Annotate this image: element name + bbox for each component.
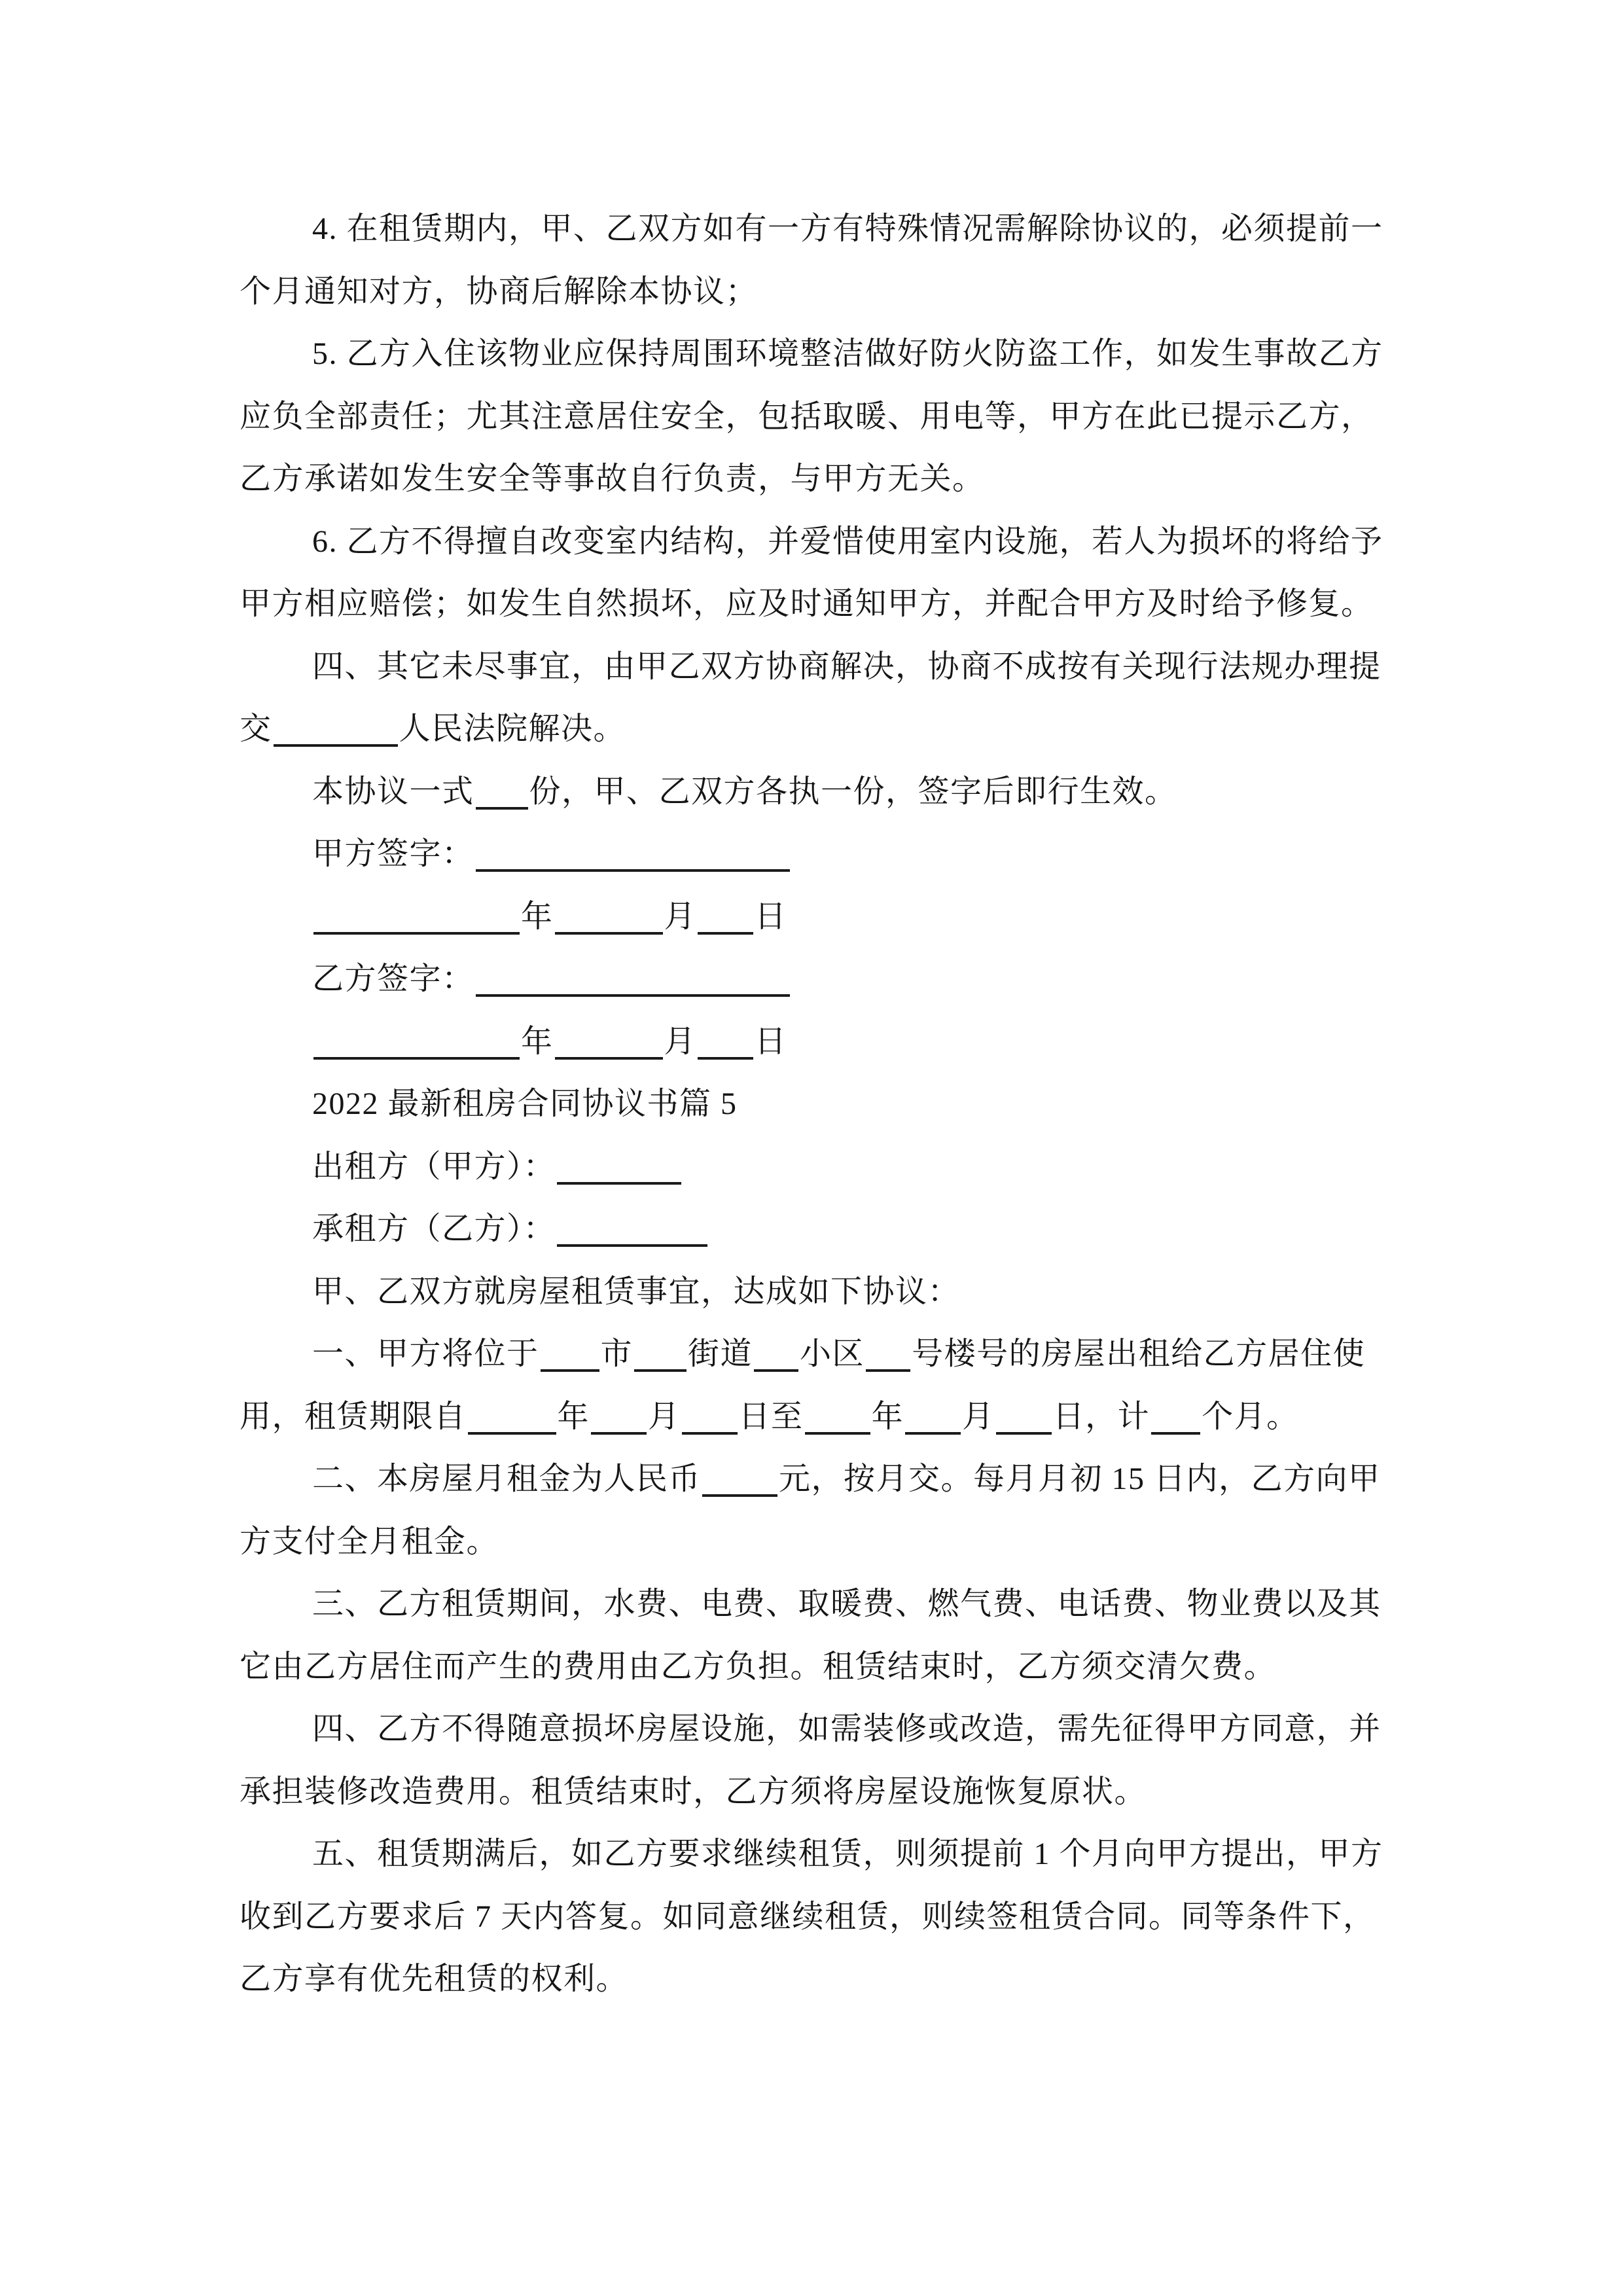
text-run: 4. 在租赁期内，甲、乙双方如有一方有特殊情况需解除协议的，必须提前一 — [312, 211, 1383, 246]
blank-underline — [805, 1398, 870, 1435]
text-run: 方支付全月租金。 — [240, 1524, 499, 1559]
text-line — [0, 386, 1623, 448]
text-run: 出租方（甲方）： — [312, 1149, 556, 1184]
text-run: 日，计 — [1052, 1399, 1150, 1434]
text-run: 月 — [664, 1024, 697, 1059]
blank-underline — [313, 1023, 520, 1060]
blank-underline — [634, 1335, 687, 1372]
blank-underline — [698, 898, 753, 935]
blank-underline — [698, 1023, 753, 1060]
blank-underline — [555, 1023, 663, 1060]
text-run: 个月。 — [1202, 1399, 1299, 1434]
text-line — [0, 511, 1623, 573]
text-run: 日 — [755, 1024, 787, 1059]
text-run: 收到乙方要求后 7 天内答复。如同意继续租赁，则续签租赁合同。同等条件下， — [240, 1899, 1376, 1934]
text-line — [0, 1011, 1623, 1073]
text-line — [0, 573, 1623, 636]
text-run: 它由乙方居住而产生的费用由乙方负担。租赁结束时，乙方须交清欠费。 — [240, 1649, 1277, 1684]
text-line — [0, 1323, 1623, 1386]
text-run: 乙方签字： — [312, 961, 474, 996]
blank-underline — [476, 960, 790, 997]
text-run: 四、其它未尽事宜，由甲乙双方协商解决，协商不成按有关现行法规办理提 — [312, 649, 1382, 684]
text-line — [0, 1948, 1623, 2011]
blank-underline — [866, 1335, 910, 1372]
text-run: 甲、乙双方就房屋租赁事宜，达成如下协议： — [312, 1274, 961, 1309]
text-line — [0, 1448, 1623, 1511]
text-run: 四、乙方不得随意损坏房屋设施，如需装修或改造，需先征得甲方同意，并 — [312, 1712, 1382, 1746]
blank-underline — [468, 1398, 556, 1435]
text-run: 号楼号的房屋出租给乙方居住使 — [912, 1336, 1366, 1371]
text-run: 年 — [871, 1399, 904, 1434]
text-run: 元，按月交。每月月初 15 日内，乙方向甲 — [779, 1462, 1381, 1496]
text-run: 5. 乙方入住该物业应保持周围环境整洁做好防火防盗工作，如发生事故乙方 — [312, 336, 1383, 371]
text-line — [0, 698, 1623, 761]
text-line — [0, 948, 1623, 1011]
blank-underline — [476, 773, 528, 810]
text-run: 小区 — [800, 1336, 865, 1371]
text-line — [0, 1823, 1623, 1886]
text-run: 日 — [755, 899, 787, 934]
section-heading-line — [0, 1073, 1623, 1136]
blank-underline — [754, 1335, 798, 1372]
blank-underline — [476, 835, 790, 872]
text-run: 二、本房屋月租金为人民币 — [312, 1462, 702, 1496]
blank-underline — [555, 898, 663, 935]
text-run: 街道 — [688, 1336, 753, 1371]
text-line — [0, 1573, 1623, 1636]
text-line — [0, 761, 1623, 823]
blank-underline — [541, 1335, 599, 1372]
blank-underline — [313, 898, 520, 935]
blank-underline — [1151, 1398, 1200, 1435]
text-line — [0, 636, 1623, 698]
text-run: 年 — [521, 1024, 554, 1059]
text-run: 6. 乙方不得擅自改变室内结构，并爱惜使用室内设施，若人为损坏的将给予 — [312, 524, 1383, 559]
text-run: 2022 最新租房合同协议书篇 5 — [312, 1086, 738, 1121]
text-run: 承租方（乙方）： — [312, 1211, 556, 1246]
text-run: 乙方享有优先租赁的权利。 — [240, 1962, 629, 1996]
blank-underline — [702, 1460, 777, 1497]
text-run: 甲方相应赔偿；如发生自然损坏，应及时通知甲方，并配合甲方及时给予修复。 — [240, 586, 1374, 621]
text-line — [0, 1698, 1623, 1761]
text-line — [0, 260, 1623, 323]
text-line — [0, 448, 1623, 511]
text-run: 人民法院解决。 — [399, 711, 626, 746]
blank-underline — [905, 1398, 961, 1435]
text-run: 个月通知对方，协商后解除本协议； — [240, 274, 758, 309]
text-run: 日至 — [738, 1399, 804, 1434]
text-run: 甲方签字： — [312, 836, 474, 871]
text-line — [0, 1386, 1623, 1448]
text-run: 用，租赁期限自 — [240, 1399, 467, 1434]
text-run: 年 — [521, 899, 554, 934]
text-line — [0, 823, 1623, 886]
blank-underline — [557, 1210, 707, 1247]
text-line — [0, 1198, 1623, 1261]
text-run: 本协议一式 — [312, 774, 474, 809]
text-run: 月 — [648, 1399, 681, 1434]
text-line — [0, 1511, 1623, 1573]
text-line — [0, 1261, 1623, 1323]
text-run: 三、乙方租赁期间，水费、电费、取暖费、燃气费、电话费、物业费以及其 — [312, 1587, 1382, 1621]
text-run: 五、租赁期满后，如乙方要求继续租赁，则须提前 1 个月向甲方提出，甲方 — [312, 1837, 1383, 1871]
text-line — [0, 886, 1623, 948]
text-line — [0, 1761, 1623, 1823]
text-run: 承担装修改造费用。租赁结束时，乙方须将房屋设施恢复原状。 — [240, 1774, 1147, 1809]
text-line — [0, 1636, 1623, 1698]
blank-underline — [591, 1398, 647, 1435]
text-run: 交 — [240, 711, 272, 746]
blank-underline — [682, 1398, 738, 1435]
text-run: 应负全部责任；尤其注意居住安全，包括取暖、用电等，甲方在此已提示乙方， — [240, 399, 1374, 434]
text-line — [0, 323, 1623, 386]
blank-underline — [996, 1398, 1052, 1435]
text-run: 一、甲方将位于 — [312, 1336, 539, 1371]
text-run: 年 — [557, 1399, 590, 1434]
blank-underline — [557, 1148, 681, 1185]
text-line — [0, 1136, 1623, 1198]
text-run: 市 — [600, 1336, 633, 1371]
text-run: 乙方承诺如发生安全等事故自行负责，与甲方无关。 — [240, 461, 985, 496]
text-line — [0, 198, 1623, 260]
text-run: 月 — [664, 899, 697, 934]
text-run: 份，甲、乙双方各执一份，签字后即行生效。 — [529, 774, 1177, 809]
text-line — [0, 1886, 1623, 1948]
text-run: 月 — [962, 1399, 995, 1434]
blank-underline — [274, 710, 398, 747]
